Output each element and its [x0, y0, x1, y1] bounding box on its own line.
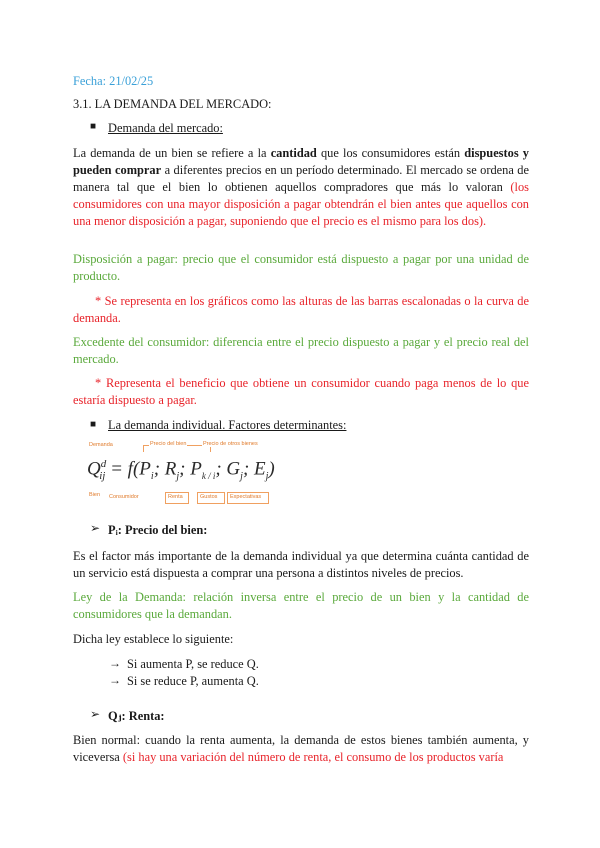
section-title: 3.1. LA DEMANDA DEL MERCADO: [73, 97, 272, 111]
p1-red-text: (los consumidores con una mayor disposición a pagar obtendrán el bien antes que aquellos con una menor disposición a pagar, suponiendo que el precio es el mismo para los dos). [73, 180, 529, 228]
paragraph-renta [73, 732, 529, 766]
paragraph-precio: Es el factor más importante de la demanda individual ya que determina cuánta cantidad de un servicio está dispuesta a comprar una persona a distintos niveles de precios. [73, 549, 529, 580]
renta-red-text: (si hay una variación del número de renta, el consumo de los productos varía [122, 750, 504, 764]
demand-formula-image [87, 438, 287, 508]
renta-text: Bien normal: cuando la renta aumenta, la demanda de estos bienes también aumenta, y viceversa [73, 733, 529, 764]
label-renta: Renta [168, 494, 183, 500]
note-beneficio: * Representa el beneficio que obtiene un consumidor cuando paga menos de lo que estaría dispuesto a pagar. [73, 376, 529, 407]
right-arrow-icon: → [109, 673, 121, 687]
heading-precio-bien: Pᵢ: Precio del bien: [108, 523, 208, 537]
heading-demanda-mercado: Demanda del mercado: [108, 121, 223, 135]
bullet-square-icon: ■ [90, 419, 97, 430]
note-graficos: * Se representa en los gráficos como las alturas de las barras escalonadas o la curva de demanda. [73, 294, 529, 325]
paragraph-demanda [73, 145, 529, 230]
date-line: Fecha: 21/02/25 [73, 74, 154, 88]
arrow-bullet-icon: ➢ [90, 707, 101, 721]
label-bien: Bien [89, 492, 101, 498]
rule-aumenta-p: Si aumenta P, se reduce Q. [127, 657, 259, 671]
dicha-ley: Dicha ley establece lo siguiente: [73, 632, 234, 646]
p1-text-e: a diferentes precios en un período determinado. El mercado se ordena de manera tal que el bien lo obtienen aquellos compradores que más lo valoran [73, 163, 530, 194]
bullet-square-icon: ■ [90, 121, 97, 132]
formula-expression: $Q^d_{ij} = f(P_i$; $R_j$; $P_{k / i}$; $G_j$; $E_j$) [87, 458, 275, 483]
heading-renta: Qⱼ: Renta: [108, 709, 165, 723]
right-arrow-icon: → [109, 656, 121, 670]
heading-demanda-individual: La demanda individual. Factores determinantes: [108, 418, 347, 432]
disposicion-a-pagar: Disposición a pagar: precio que el consumidor está dispuesto a pagar por una unidad de producto. [73, 252, 529, 283]
arrow-bullet-icon: ➢ [90, 521, 101, 535]
p1-text-c: que los consumidores están [316, 146, 465, 160]
label-consumidor: Consumidor [109, 494, 139, 500]
excedente-consumidor: Excedente del consumidor: diferencia entre el precio dispuesto a pagar y el precio real del mercado. [73, 335, 529, 366]
label-expectativas: Expectativas [230, 494, 262, 500]
label-precio-bien: Precio del bien [150, 441, 187, 447]
p1-bold-cantidad: cantidad [270, 146, 317, 160]
label-precio-otros: Precio de otros bienes [203, 441, 258, 447]
p1-bold-dispuestos: dispuestos y pueden comprar [73, 146, 530, 177]
rule-reduce-p: Si se reduce P, aumenta Q. [127, 674, 259, 688]
ley-demanda: Ley de la Demanda: relación inversa entre el precio de un bien y la cantidad de consumidores que la demandan. [73, 590, 529, 621]
label-demanda: Demanda [89, 442, 113, 448]
label-gustos: Gustos [200, 494, 218, 500]
p1-text-a: La demanda de un bien se refiere a la [73, 146, 271, 160]
